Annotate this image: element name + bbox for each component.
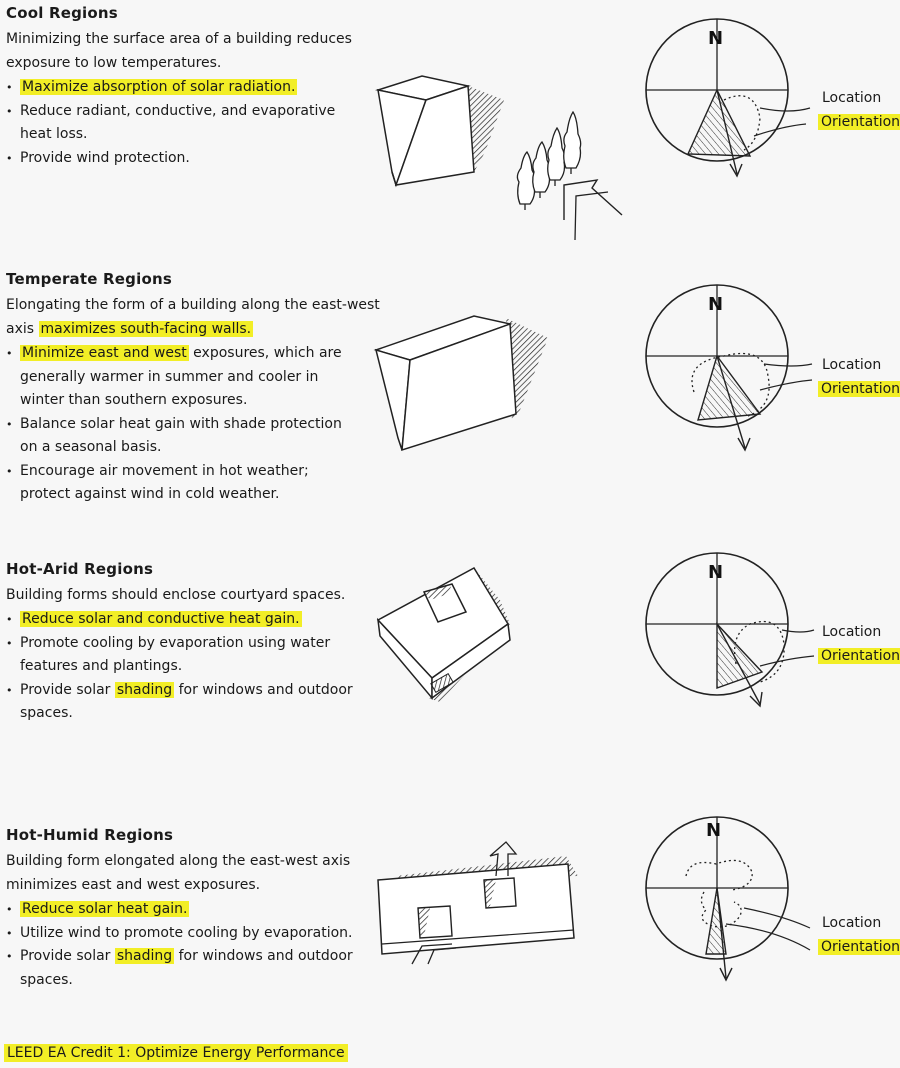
bullet-item: • Provide solar shading for windows and outdoor spaces. bbox=[6, 679, 356, 726]
legend-location: Location bbox=[822, 357, 882, 373]
bullet-item: • Provide wind protection. bbox=[6, 147, 351, 171]
bullet-item: • Encourage air movement in hot weather; protect against wind in cold weather. bbox=[6, 460, 346, 507]
legend-location: Location bbox=[822, 90, 882, 106]
legend-location: Location bbox=[822, 915, 882, 931]
north-label: N bbox=[708, 562, 724, 583]
north-label: N bbox=[708, 294, 724, 315]
bullet-item: • Minimize east and west exposures, which are generally warmer in summer and cooler in winter than southern exposures. bbox=[6, 342, 346, 413]
hot-arid-compass-diagram bbox=[640, 548, 900, 738]
section-intro: Minimizing the surface area of a building reduces exposure to low temperatures. bbox=[6, 31, 352, 71]
bullet-item: • Promote cooling by evaporation using water features and plantings. bbox=[6, 632, 356, 679]
leed-credit-footer: LEED EA Credit 1: Optimize Energy Performance bbox=[4, 1044, 348, 1062]
bullet-item: • Utilize wind to promote cooling by evaporation. bbox=[6, 922, 356, 946]
section-intro: Elongating the form of a building along the east-west axis maximizes south-facing walls. bbox=[6, 297, 380, 337]
section-intro: Building forms should enclose courtyard spaces. bbox=[6, 587, 346, 603]
bullet-item: • Maximize absorption of solar radiation. bbox=[6, 76, 351, 100]
cool-compass-diagram bbox=[640, 14, 900, 204]
bullet-item: • Balance solar heat gain with shade protection on a seasonal basis. bbox=[6, 413, 346, 460]
temperate-building-sketch bbox=[370, 310, 550, 460]
legend-orientation: Orientation bbox=[818, 114, 900, 130]
hot-arid-building-sketch bbox=[370, 560, 540, 710]
section-title: Hot-Arid Regions bbox=[6, 560, 154, 578]
hot-humid-compass-diagram bbox=[640, 812, 900, 1002]
legend-orientation: Orientation bbox=[818, 939, 900, 955]
section-intro: Building form elongated along the east-west axis minimizes east and west exposures. bbox=[6, 853, 351, 893]
legend-orientation: Orientation bbox=[818, 648, 900, 664]
bullet-list bbox=[6, 342, 346, 507]
bullet-item: • Provide solar shading for windows and outdoor spaces. bbox=[6, 945, 356, 992]
bullet-item: • Reduce solar heat gain. bbox=[6, 898, 356, 922]
legend-orientation: Orientation bbox=[818, 381, 900, 397]
temperate-compass-diagram bbox=[640, 280, 900, 470]
bullet-item: • Reduce solar and conductive heat gain. bbox=[6, 608, 356, 632]
bullet-item: • Reduce radiant, conductive, and evaporative heat loss. bbox=[6, 100, 351, 147]
section-title: Temperate Regions bbox=[6, 270, 172, 288]
north-label: N bbox=[708, 28, 724, 49]
hot-humid-building-sketch bbox=[372, 836, 592, 966]
section-title: Cool Regions bbox=[6, 4, 118, 22]
bullet-list bbox=[6, 898, 356, 992]
cool-building-sketch bbox=[370, 70, 640, 250]
legend-location: Location bbox=[822, 624, 882, 640]
section-title: Hot-Humid Regions bbox=[6, 826, 174, 844]
bullet-list bbox=[6, 76, 351, 170]
bullet-list bbox=[6, 608, 356, 726]
north-label: N bbox=[706, 820, 722, 841]
